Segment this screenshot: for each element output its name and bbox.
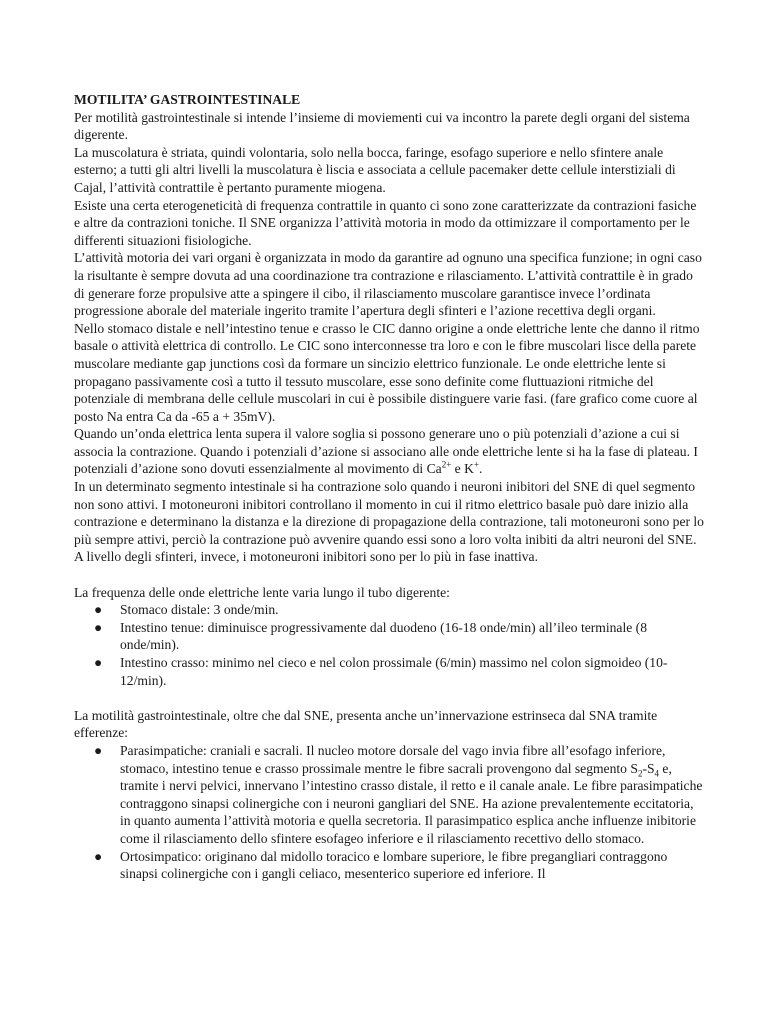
frequency-intro: La frequenza delle onde elettriche lente varia lungo il tubo digerente:: [74, 584, 450, 600]
parasympathetic-text: Parasimpatiche: craniali e sacrali. Il nucleo motore dorsale del vago invia fibre all’esofago inferiore, stomaco, intestino tenue e crasso prossimale mentre le fibre sacrali provengono dal segmento S: [120, 742, 666, 776]
p6-end: .: [479, 461, 483, 477]
p6-mid: e K: [451, 461, 474, 477]
parasympathetic-text-cont: e, tramite i nervi pelvici, innervano l’intestino crasso distale, il retto e il canale anale. Le fibre parasimpatiche contraggono sinapsi colinergiche con i neuroni gangliari del SNE. Ha azione prevalentemente eccitatoria, in quanto aumenta l’attività motoria e quella secretoria. Il parasimpatico esplica anche influenze inibitorie come il rilasciamento dello sfintere esofageo inferiore e il rilasciamento recettivo dello stomaco.: [120, 760, 703, 846]
sna-intro: La motilità gastrointestinale, oltre che dal SNE, presenta anche un’innervazione estrinseca dal SNA tramite efferenze:: [74, 707, 658, 741]
efferent-list: [74, 742, 704, 883]
paragraph-eterogeneita: Esiste una certa eterogeneticità di frequenza contrattile in quanto ci sono zone caratterizzate da contrazioni fasiche e altre da contrazioni toniche. Il SNE organizza l’attività motoria in modo da ottimizzare il comportamento per le differenti situazioni fisiologiche.: [74, 197, 697, 248]
list-item: [74, 654, 704, 689]
list-item: [74, 601, 704, 619]
orthosympathetic-text: Ortosimpatico: originano dal midollo toracico e lombare superiore, le fibre pregangliari contraggono sinapsi colinergiche con i gangli celiaco, mesenterico superiore ed inferiore. Il: [120, 848, 668, 882]
paragraph-muscolatura: La muscolatura è striata, quindi volontaria, solo nella bocca, faringe, esofago superiore e nello sfintere anale esterno; a tutti gli altri livelli la muscolatura è liscia e associata a cellule pacemaker dette cellule interstiziali di Cajal, l’attività contrattile è pertanto puramente miogena.: [74, 144, 676, 195]
bullet-icon: ●: [94, 602, 103, 618]
calcium-charge: 2+: [441, 459, 452, 470]
p6-text: Quando un’onda elettrica lenta supera il valore soglia si possono generare uno o più potenziali d’azione a cui si associa la contrazione. Quando i potenziali d’azione si associano alle onde elettriche lente si ha la fase di plateau. I potenziali d’azione sono dovuti essenzialmente al movimento di Ca: [74, 426, 698, 477]
list-item-text: Intestino crasso: minimo nel cieco e nel colon prossimale (6/min) massimo nel colon sigmoideo (10-12/min).: [120, 655, 668, 688]
paragraph-neuroni-inibitori: In un determinato segmento intestinale si ha contrazione solo quando i neuroni inibitori del SNE di quel segmento non sono attivi. I motoneuroni inibitori controllano il momento in cui il ritmo elettrico basale può dare inizio alla contrazione e determinano la distanza e la direzione di propagazione della contrazione, tali motoneuroni sono per lo più sempre attivi, perciò la contrazione può avvenire quando essi sono a loro volta inibiti da altri neuroni del SNE. A livello degli sfinteri, invece, i motoneuroni inibitori sono per lo più in fase inattiva.: [74, 479, 704, 565]
list-item-text: Intestino tenue: diminuisce progressivamente dal duodeno (16-18 onde/min) all’ileo terminale (8 onde/min).: [120, 619, 647, 653]
document-title: MOTILITA’ GASTROINTESTINALE: [74, 92, 301, 107]
segment-sub-4: 4: [654, 768, 660, 779]
paragraph-onde-lente: Nello stomaco distale e nell’intestino tenue e crasso le CIC danno origine a onde elettriche lente che danno il ritmo basale o attività elettrica di controllo. Le CIC sono interconnesse tra loro e con le fibre muscolari lisce della parete muscolare mediante gap junctions così da formare un sincizio elettrico funzionale. Le onde elettriche lente si propagano passivamente così a tutto il tessuto muscolare, esse sono definite come fluttuazioni ritmiche del potenziale di membrana delle cellule muscolari in cui è possibile distinguere varie fasi. (fare grafico come cuore al posto Na entra Ca da -65 a + 35mV).: [74, 320, 700, 424]
segment-sub-2: 2: [637, 768, 643, 779]
list-item: [74, 619, 704, 654]
bullet-icon: ●: [94, 848, 103, 864]
bullet-icon: ●: [94, 655, 103, 670]
potassium-charge: +: [473, 459, 480, 470]
list-item: [74, 742, 704, 848]
list-item-text: Stomaco distale: 3 onde/min.: [120, 602, 279, 618]
bullet-icon: ●: [94, 619, 103, 635]
document-page: [74, 91, 704, 883]
paragraph-potenziali-azione: [74, 425, 704, 478]
paragraph-attivita-motoria: L’attività motoria dei vari organi è organizzata in modo da garantire ad ognuno una specifica funzione; in ogni caso la risultante è sempre dovuta ad una coordinazione tra contrazione e rilasciamento. L’attività contrattile è in grado di generare forze propulsive atte a spingere il cibo, il rilasciamento muscolare garantisce invece l’ordinata progressione aborale del materiale ingerito tramite l’apertura degli sfinteri e l’azione recettiva degli organi.: [74, 250, 702, 319]
bullet-icon: ●: [94, 742, 103, 758]
segment-dash: -S: [642, 760, 655, 776]
list-item: [74, 848, 704, 883]
paragraph-definition: Per motilità gastrointestinale si intende l’insieme di moviementi cui va incontro la parete degli organi del sistema digerente.: [74, 109, 690, 143]
frequency-list: [74, 601, 704, 689]
